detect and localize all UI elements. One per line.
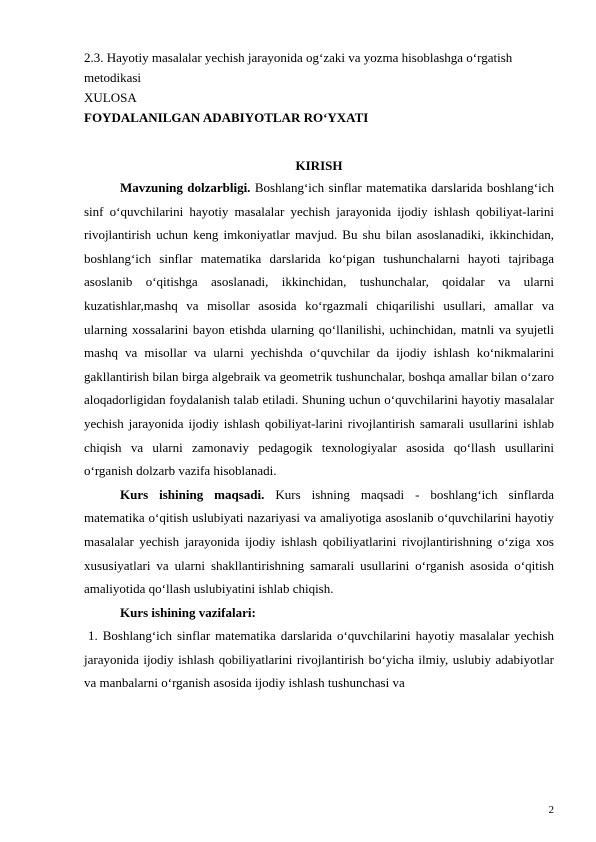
- relevance-label: Mavzuning dolzarbligi.: [120, 180, 251, 195]
- tasks-heading-paragraph: [84, 601, 554, 625]
- relevance-paragraph: [84, 176, 554, 483]
- relevance-text: Boshlang‘ich sinflar matematika darslarida boshlang‘ich sinf o‘quvchilarini hayotiy masalalar yechish jarayonida ijodiy ishlash qobiliyat-larini rivojlantirish uchun keng imkoniyatlar mavjud. Bu shu bilan asoslanadiki, ikkinchidan, boshlang‘ich sinflar matematika darslarida ko‘pigan tushunchalarni hayoti tajribaga asoslanib o‘qitishga asoslanadi, ikkinchidan, tushunchalar, qoidalar va ularni kuzatishlar,mashq va misollar asosida ko‘rgazmali chiqarilishi usullari, amallar va ularning xossalarini bayon etishda ularning qo‘llanilishi, uchinchidan, matnli va syujetli mashq va misollar va ularni yechishda o‘quvchilar da ijodiy ishlash ko‘nikmalarini gakllantirish bilan birga algebraik va geometrik tushunchalar, boshqa amallar bilan o‘zaro aloqadorligidan foydalanish talab etiladi. Shuning uchun o‘quvchilarini hayotiy masalalar yechish jarayonida ijodiy ishlash qobiliyat-larini rivojlantirish samarali usullarini ishlab chiqish va ularni zamonaviy pedagogik texnologiyalar asosida qo‘llash usullarini o‘rganish dolzarb vazifa hisoblanadi.: [84, 180, 554, 479]
- page-number: 2: [548, 804, 554, 816]
- toc-conclusion: XULOSA: [84, 90, 137, 105]
- toc-references: FOYDALANILGAN ADABIYOTLAR RO‘YXATI: [84, 110, 369, 125]
- goal-label: Kurs ishining maqsadi.: [120, 486, 265, 502]
- intro-title: KIRISH: [295, 158, 343, 173]
- toc-item-2-3: 2.3. Hayotiy masalalar yechish jarayonida og‘zaki va yozma hisoblashga o‘rgatish metodikasi: [84, 50, 513, 85]
- page-content: [84, 48, 554, 695]
- goal-paragraph: [84, 483, 554, 601]
- tasks-label: Kurs ishining vazifalari:: [120, 604, 256, 620]
- goal-text: Kurs ishning maqsadi - boshlang‘ich sinflarda matematika o‘qitish uslubiyati nazariyasi va amaliyotiga asoslanib o‘quvchilarini hayotiy masalalar yechish jarayonida ijodiy ishlash qobiliyatlarini rivojlantirishning o‘ziga xos xususiyatlari va ularni shakllantirishning samarali usullarini o‘rganish asosida o‘qitish amaliyotida qo‘llash uslubiyatini ishlab chiqish.: [84, 486, 554, 597]
- task-1-paragraph: 1. Boshlang‘ich sinflar matematika darslarida o‘quvchilarini hayotiy masalalar yechish jarayonida ijodiy ishlash qobiliyatlarini rivojlantirish bo‘yicha ilmiy, uslubiy adabiyotlar va manbalarni o‘rganish asosida ijodiy ishlash tushunchasi va: [84, 628, 554, 691]
